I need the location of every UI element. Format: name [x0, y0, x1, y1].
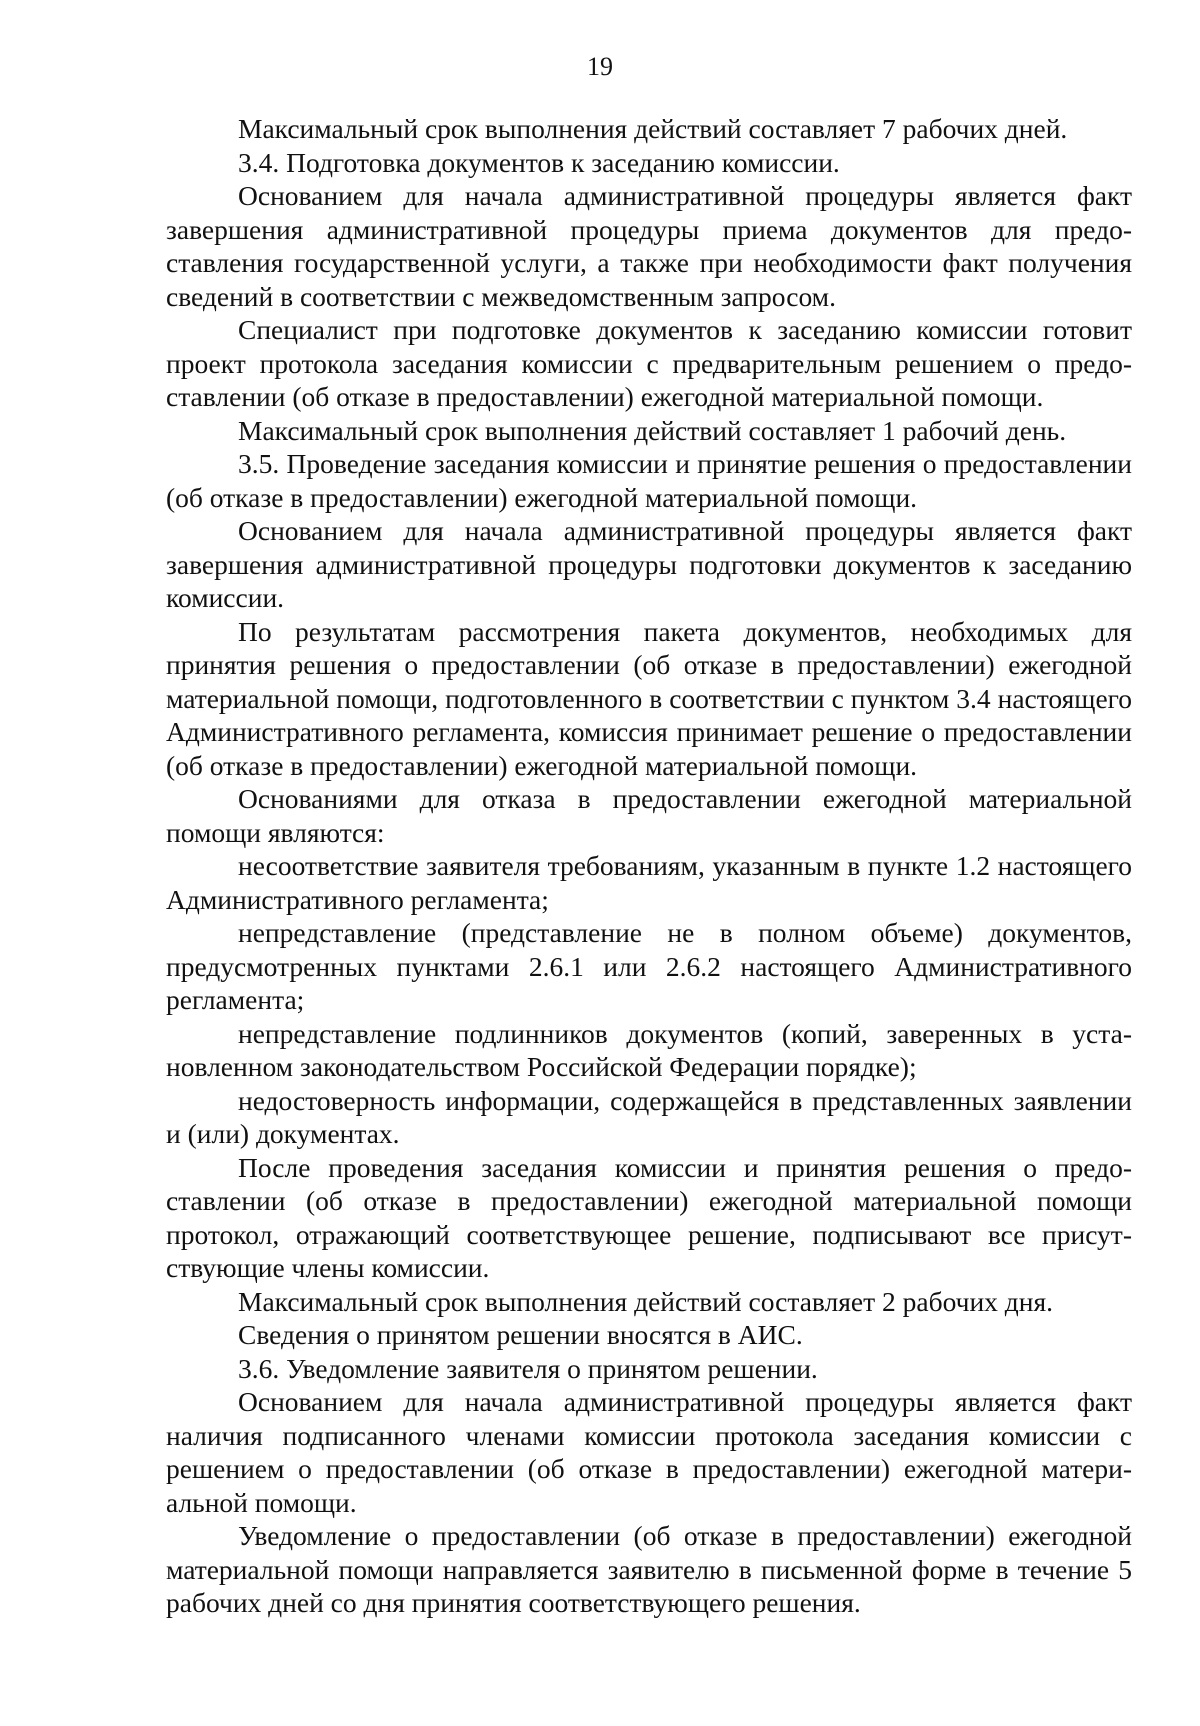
section-heading-3-6: 3.6. Уведомление заявителя о принятом решении.: [238, 1352, 818, 1384]
document-body: [166, 112, 1132, 1620]
section-heading-3-4: 3.4. Подготовка документов к заседанию комиссии.: [238, 146, 840, 178]
paragraph-basis-3-4: Основанием для начала административной процедуры является факт завершения административной процедуры приема документов для предоставления государственной услуги, а также при необходимости факт получения сведений в соответствии с межведомственным запросом.: [166, 180, 1132, 312]
paragraph-commission-decision: По результатам рассмотрения пакета документов, необходимых для принятия решения о предоставлении (об отказе в предоставлении) ежегодной материальной помощи, подготовленного в соответствии с пунктом 3.4 настоящего Административного регламента, комиссия принимает решение о предоставлении (об отказе в предоставлении) ежегодной материальной помощи.: [166, 615, 1132, 781]
paragraph-basis-3-5: Основанием для начала административной процедуры является факт завершения административной процедуры подготовки документов к заседанию комиссии.: [166, 515, 1132, 613]
paragraph-max-term-7-days: Максимальный срок выполнения действий составляет 7 рабочих дней.: [238, 113, 1068, 144]
list-item-nonconformity: несоответствие заявителя требованиям, указанным в пункте 1.2 настоящего Административного регламента;: [166, 850, 1132, 915]
section-heading-3-5: 3.5. Проведение заседания комиссии и принятие решения о предоставлении (об отказе в предоставлении) ежегодной материальной помощи.: [166, 448, 1132, 513]
paragraph-notification: Уведомление о предоставлении (об отказе в предоставлении) ежегодной материальной помощи направляется заявителю в письменной форме в течение 5 рабочих дней со дня принятия соответствующего решения.: [166, 1520, 1132, 1618]
paragraph-max-term-1-day: Максимальный срок выполнения действий составляет 1 рабочий день.: [238, 414, 1067, 446]
paragraph-basis-3-6: Основанием для начала административной процедуры является факт наличия подписанного членами комиссии протокола заседания комиссии с решением о предоставлении (об отказе в предоставлении) ежегодной материальной помощи.: [166, 1386, 1132, 1518]
paragraph-ais-record: Сведения о принятом решении вносятся в АИС.: [238, 1319, 803, 1350]
paragraph-protocol-signing: После проведения заседания комиссии и принятия решения о предоставлении (об отказе в предоставлении) ежегодной материальной помощи протокол, отражающий соответствующее решение, подписывают все присутствующие члены комиссии.: [166, 1151, 1132, 1283]
paragraph-max-term-2-days: Максимальный срок выполнения действий составляет 2 рабочих дня.: [238, 1285, 1054, 1317]
paragraph-refusal-grounds: Основаниями для отказа в предоставлении ежегодной материальной помощи являются:: [166, 783, 1132, 848]
list-item-documents-not-submitted: непредставление (представление не в полном объеме) документов, предусмотренных пунктами 2.6.1 или 2.6.2 настоящего Административного регламента;: [166, 917, 1132, 1015]
paragraph-specialist-prepares: Специалист при подготовке документов к заседанию комиссии готовит проект протокола заседания комиссии с предварительным решением о предоставлении (об отказе в предоставлении) ежегодной материальной помощи.: [166, 314, 1132, 412]
list-item-originals-not-submitted: непредставление подлинников документов (копий, заверенных в установленном законодательством Российской Федерации порядке);: [166, 1017, 1132, 1082]
list-item-unreliable-information: недостоверность информации, содержащейся в представленных заявлении и (или) документах.: [166, 1084, 1132, 1149]
page-number: 19: [587, 52, 613, 81]
